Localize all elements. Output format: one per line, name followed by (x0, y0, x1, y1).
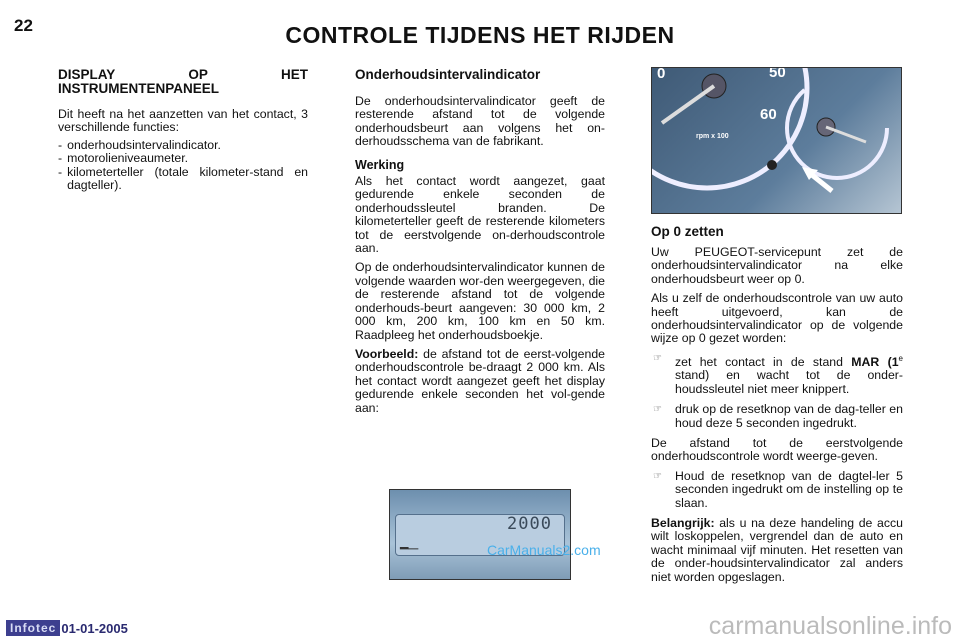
gauge-label: rpm x 100 (696, 133, 729, 140)
intro-text: Dit heeft na het aanzetten van het contact, 3 verschillende functies: (58, 107, 308, 135)
wrench-icon: ━─ (400, 540, 419, 556)
subheading: Werking (355, 157, 405, 172)
needle (662, 86, 714, 123)
watermark: carmanualsonline.info (708, 612, 952, 640)
paragraph: De onderhoudsintervalindicator geeft de resterende afstand tot de volgende onderhoudsbeurt aan volgens het on-derhoudsschema van de fabrikant. (355, 94, 605, 149)
pointing-hand-icon: ☞ (653, 470, 662, 482)
instrument-panel-photo (651, 67, 902, 214)
list-item: ☞ Houd de resetknop van de dagtel-ler 5 seconden ingedrukt om de instelling op te slaan. (653, 468, 903, 510)
gauge-illustration (652, 68, 902, 214)
fuel-dial (787, 78, 887, 178)
paragraph: Voorbeeld: de afstand tot de eerst-volgende onderhoudscontrole be-draagt 2 000 km. Als het contact wordt aangezet geeft het display gedurende enkele seconden het vol-gende aan: (355, 346, 605, 415)
tachometer-dial (652, 68, 807, 188)
paragraph: Als u zelf de onderhoudscontrole van uw auto heeft uitgevoerd, kan de onderhoudsintervalindicator op de volgende wijze op 0 gezet worden: (651, 291, 903, 346)
paragraph: Belangrijk: als u na deze handeling de accu wilt loskoppelen, vergrendel dan de auto en wacht minimaal vijf minuten. Het resetten van de onder-houdsintervalindicator zal anders niet worden opgeslagen. (651, 516, 903, 584)
footer (6, 620, 128, 636)
section-heading: DISPLAY OP HET INSTRUMENTENPANEEL (58, 67, 308, 96)
page-number: 22 (14, 16, 33, 35)
paragraph: Als het contact wordt aangezet, gaat gedurende enkele seconden de onderhoudssleutel branden. De kilometerteller geeft de resterende kilometers tot de eerstvolgende on-derhoudscontrole aan. (355, 174, 605, 256)
list-item: - kilometerteller (totale kilometer-stand en dagteller). (58, 164, 308, 193)
middle-column (355, 68, 605, 421)
list-item: - onderhoudsintervalindicator. (58, 137, 221, 152)
footer-date: 01-01-2005 (61, 620, 128, 636)
paragraph: Uw PEUGEOT-servicepunt zet de onderhoudsintervalindicator na elke onderhoudsbeurt weer op 0. (651, 245, 903, 286)
gauge-label: 60 (760, 106, 777, 123)
odometer-value: 2000 (507, 514, 552, 534)
page-title: CONTROLE TIJDENS HET RIJDEN (285, 22, 675, 48)
watermark-photo: CarManuals2.com (487, 542, 601, 558)
pointing-hand-icon: ☞ (653, 404, 662, 416)
section-heading: Op 0 zetten (651, 224, 724, 239)
paragraph: Op de onderhoudsintervalindicator kunnen de volgende waarden wor-den weergegeven, die de resterende afstand tot de volgende onderhouds-beurt aangeven: 30 000 km, 2 000 km, 200 km, 100 km en 50 km. Raadpleeg het onderhoudsboekje. (355, 260, 605, 342)
gauge-label: 0 (657, 67, 666, 82)
section-heading: Onderhoudsintervalindicator (355, 67, 541, 82)
display-photo (389, 489, 571, 580)
list-item: ☞ druk op de resetknop van de dag-teller en houd deze 5 seconden ingedrukt. (653, 402, 903, 430)
right-column (651, 225, 903, 590)
gauge-label: 50 (769, 67, 786, 81)
left-column (58, 68, 308, 192)
pointing-hand-icon: ☞ (653, 352, 662, 364)
infotec-logo: Infotec (6, 620, 60, 636)
paragraph: De afstand tot de eerstvolgende onderhoudscontrole wordt weerge-geven. (651, 435, 903, 464)
list-item: ☞ zet het contact in de stand MAR (1e stand) en wacht tot de onder-houdssleutel niet meer knippert. (653, 352, 903, 396)
service-wrench-icon (767, 160, 777, 170)
list-item: - motorolieniveaumeter. (58, 151, 189, 166)
